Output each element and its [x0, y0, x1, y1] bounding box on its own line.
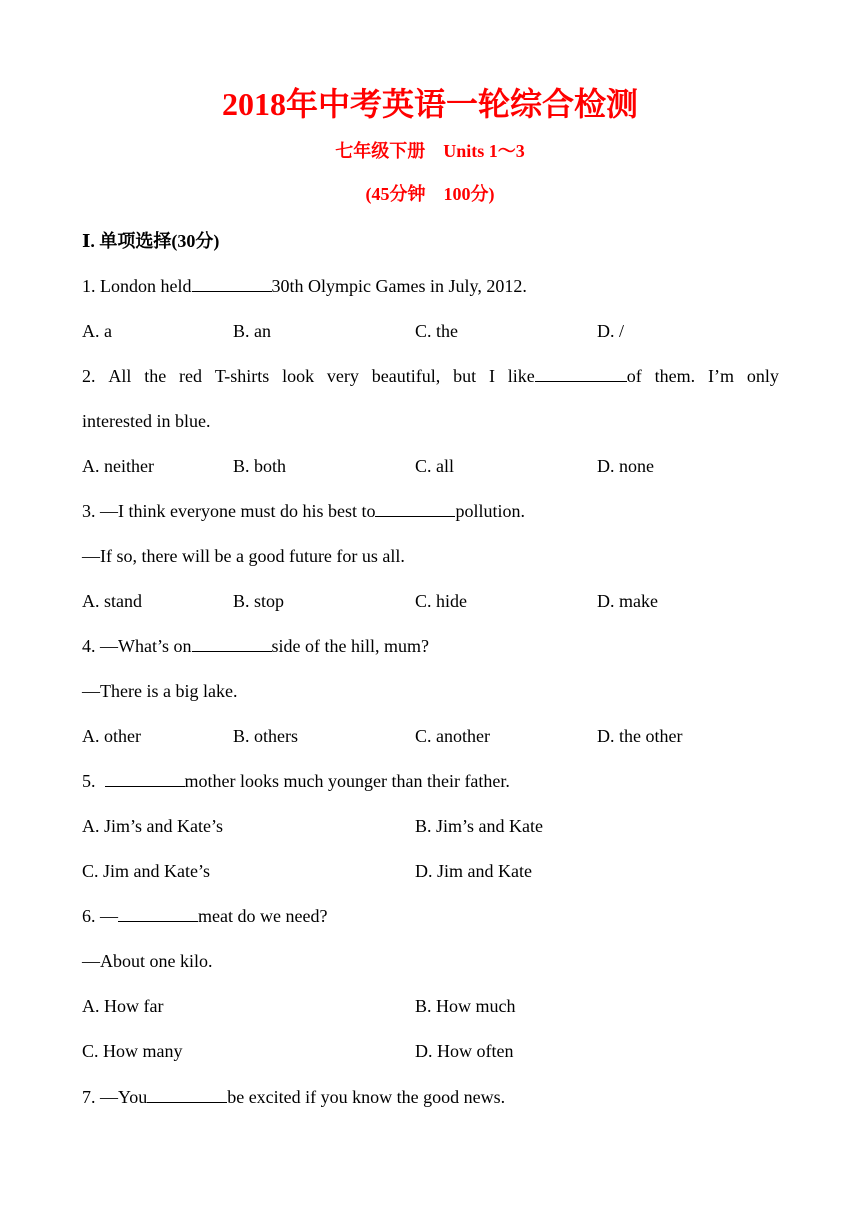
word: the	[144, 366, 167, 386]
question-text: 5.	[82, 771, 100, 791]
option-b: B. others	[233, 726, 298, 746]
page-subtitle: 七年级下册 Units 1～3	[335, 141, 525, 161]
question-text: side of the hill, mum?	[271, 636, 429, 656]
option-d: D. How often	[415, 1041, 514, 1061]
word-with-blank	[508, 363, 642, 389]
word: All	[108, 366, 132, 386]
page-title: 2018年中考英语一轮综合检测	[221, 86, 638, 122]
option-b: B. an	[233, 321, 271, 341]
option-a: A. stand	[82, 591, 142, 611]
word: them.	[654, 366, 696, 386]
word: red	[179, 366, 203, 386]
question-1	[82, 273, 527, 299]
question-text: 1. London held	[82, 276, 192, 296]
question-text: 7. —You	[82, 1087, 148, 1107]
option-d: D. make	[597, 591, 658, 611]
answer-blank	[535, 363, 627, 382]
word: beautiful,	[371, 366, 441, 386]
word: only	[746, 366, 779, 386]
option-c: C. the	[415, 321, 458, 341]
question-text: 30th Olympic Games in July, 2012.	[271, 276, 527, 296]
question-5	[82, 768, 510, 794]
option-d: D. /	[597, 321, 624, 341]
answer-blank	[192, 633, 272, 652]
question-text: 4. —What’s on	[82, 636, 192, 656]
question-text: be excited if you know the good news.	[227, 1087, 506, 1107]
option-a: A. a	[82, 321, 112, 341]
option-c: C. another	[415, 726, 490, 746]
answer-blank	[147, 1084, 227, 1103]
question-text: meat do we need?	[198, 906, 328, 926]
answer-blank	[375, 498, 455, 517]
option-a: A. How far	[82, 996, 164, 1016]
word: I’m	[707, 366, 734, 386]
answer-blank	[118, 903, 198, 922]
dialogue-reply: —There is a big lake.	[82, 681, 238, 701]
question-text: 6. —	[82, 906, 118, 926]
question-text: 3. —I think everyone must do his best to	[82, 501, 376, 521]
word: T-shirts	[214, 366, 270, 386]
question-2	[82, 363, 779, 389]
word: very	[326, 366, 359, 386]
word: look	[282, 366, 315, 386]
option-c: C. Jim and Kate’s	[82, 861, 210, 881]
option-c: C. How many	[82, 1041, 183, 1061]
option-c: C. all	[415, 456, 454, 476]
option-b: B. How much	[415, 996, 516, 1016]
question-text: pollution.	[455, 501, 525, 521]
word: 2.	[82, 366, 96, 386]
word: but	[453, 366, 477, 386]
question-4	[82, 633, 429, 659]
word: like	[507, 366, 535, 386]
answer-blank	[105, 768, 185, 787]
option-a: A. other	[82, 726, 141, 746]
question-continuation: interested in blue.	[82, 411, 211, 431]
question-text: mother looks much younger than their father.	[184, 771, 510, 791]
dialogue-reply: —About one kilo.	[82, 951, 213, 971]
dialogue-reply: —If so, there will be a good future for us all.	[82, 546, 405, 566]
option-b: B. Jim’s and Kate	[415, 816, 543, 836]
option-b: B. stop	[233, 591, 285, 611]
question-3	[82, 498, 525, 524]
option-d: D. Jim and Kate	[415, 861, 532, 881]
option-a: A. Jim’s and Kate’s	[82, 816, 223, 836]
word: of	[626, 366, 642, 386]
question-6	[82, 903, 327, 929]
section-heading: Ⅰ. 单项选择(30分)	[82, 231, 220, 251]
option-a: A. neither	[82, 456, 154, 476]
exam-time-score: (45分钟 100分)	[365, 184, 495, 204]
option-c: C. hide	[415, 591, 467, 611]
option-d: D. none	[597, 456, 654, 476]
option-b: B. both	[233, 456, 287, 476]
question-7	[82, 1084, 505, 1110]
option-d: D. the other	[597, 726, 683, 746]
answer-blank	[192, 273, 272, 292]
word: I	[488, 366, 495, 386]
